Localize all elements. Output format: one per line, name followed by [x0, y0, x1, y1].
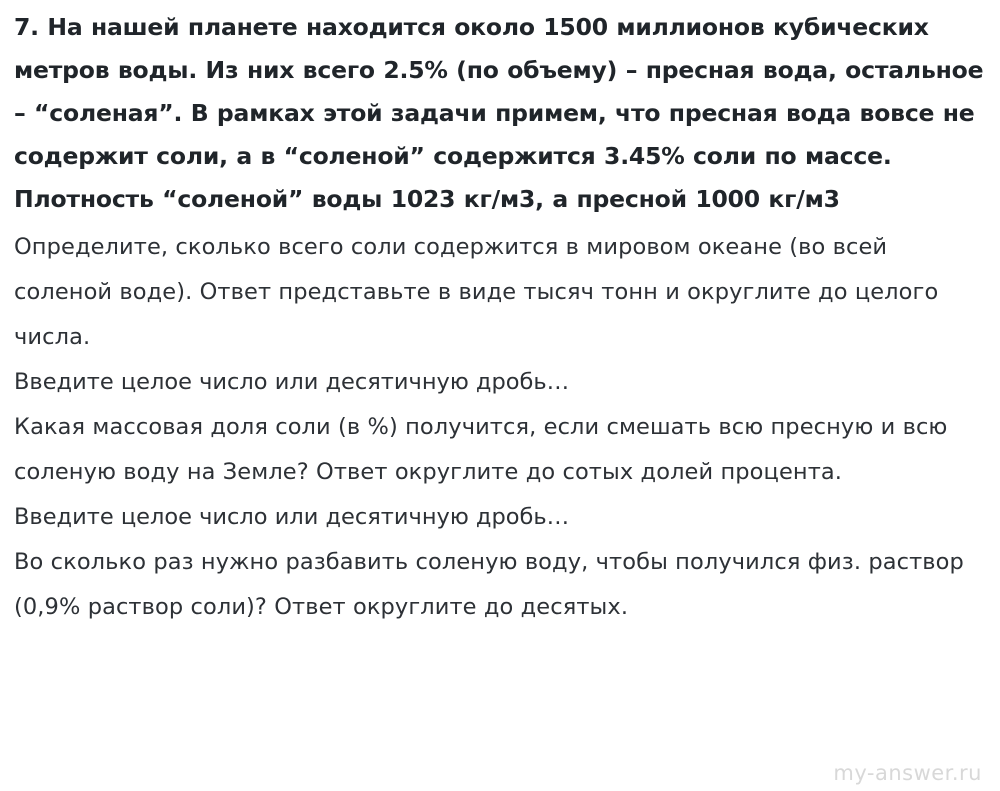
question-3-text: Во сколько раз нужно разбавить соленую воду, чтобы получился физ. раствор (0,9% раствор соли)? Ответ округлите до десятых. — [14, 549, 964, 620]
question-2-text: Какая массовая доля соли (в %) получится, если смешать всю пресную и всю соленую воду на Земле? Ответ округлите до сотых долей процента. — [14, 414, 948, 485]
problem-statement: 7. На нашей планете находится около 1500 миллионов кубических метров воды. Из них всего 2.5% (по объему) – пресная вода, остальное – “соленая”. В рамках этой задачи примем, что пресная вода вовсе не содержит соли, а в “соленой” содержится 3.45% соли по массе. Плотность “соленой” воды 1023 кг/м3, а пресной 1000 кг/м3 — [14, 13, 984, 213]
site-watermark: my-answer.ru — [833, 761, 982, 785]
question-2-input-hint: Введите целое число или десятичную дробь… — [14, 504, 570, 530]
question-1-text: Определите, сколько всего соли содержится в мировом океане (во всей соленой воде). Ответ представьте в виде тысяч тонн и округлите до целого числа. — [14, 234, 939, 350]
question-1-input-hint: Введите целое число или десятичную дробь… — [14, 369, 570, 395]
